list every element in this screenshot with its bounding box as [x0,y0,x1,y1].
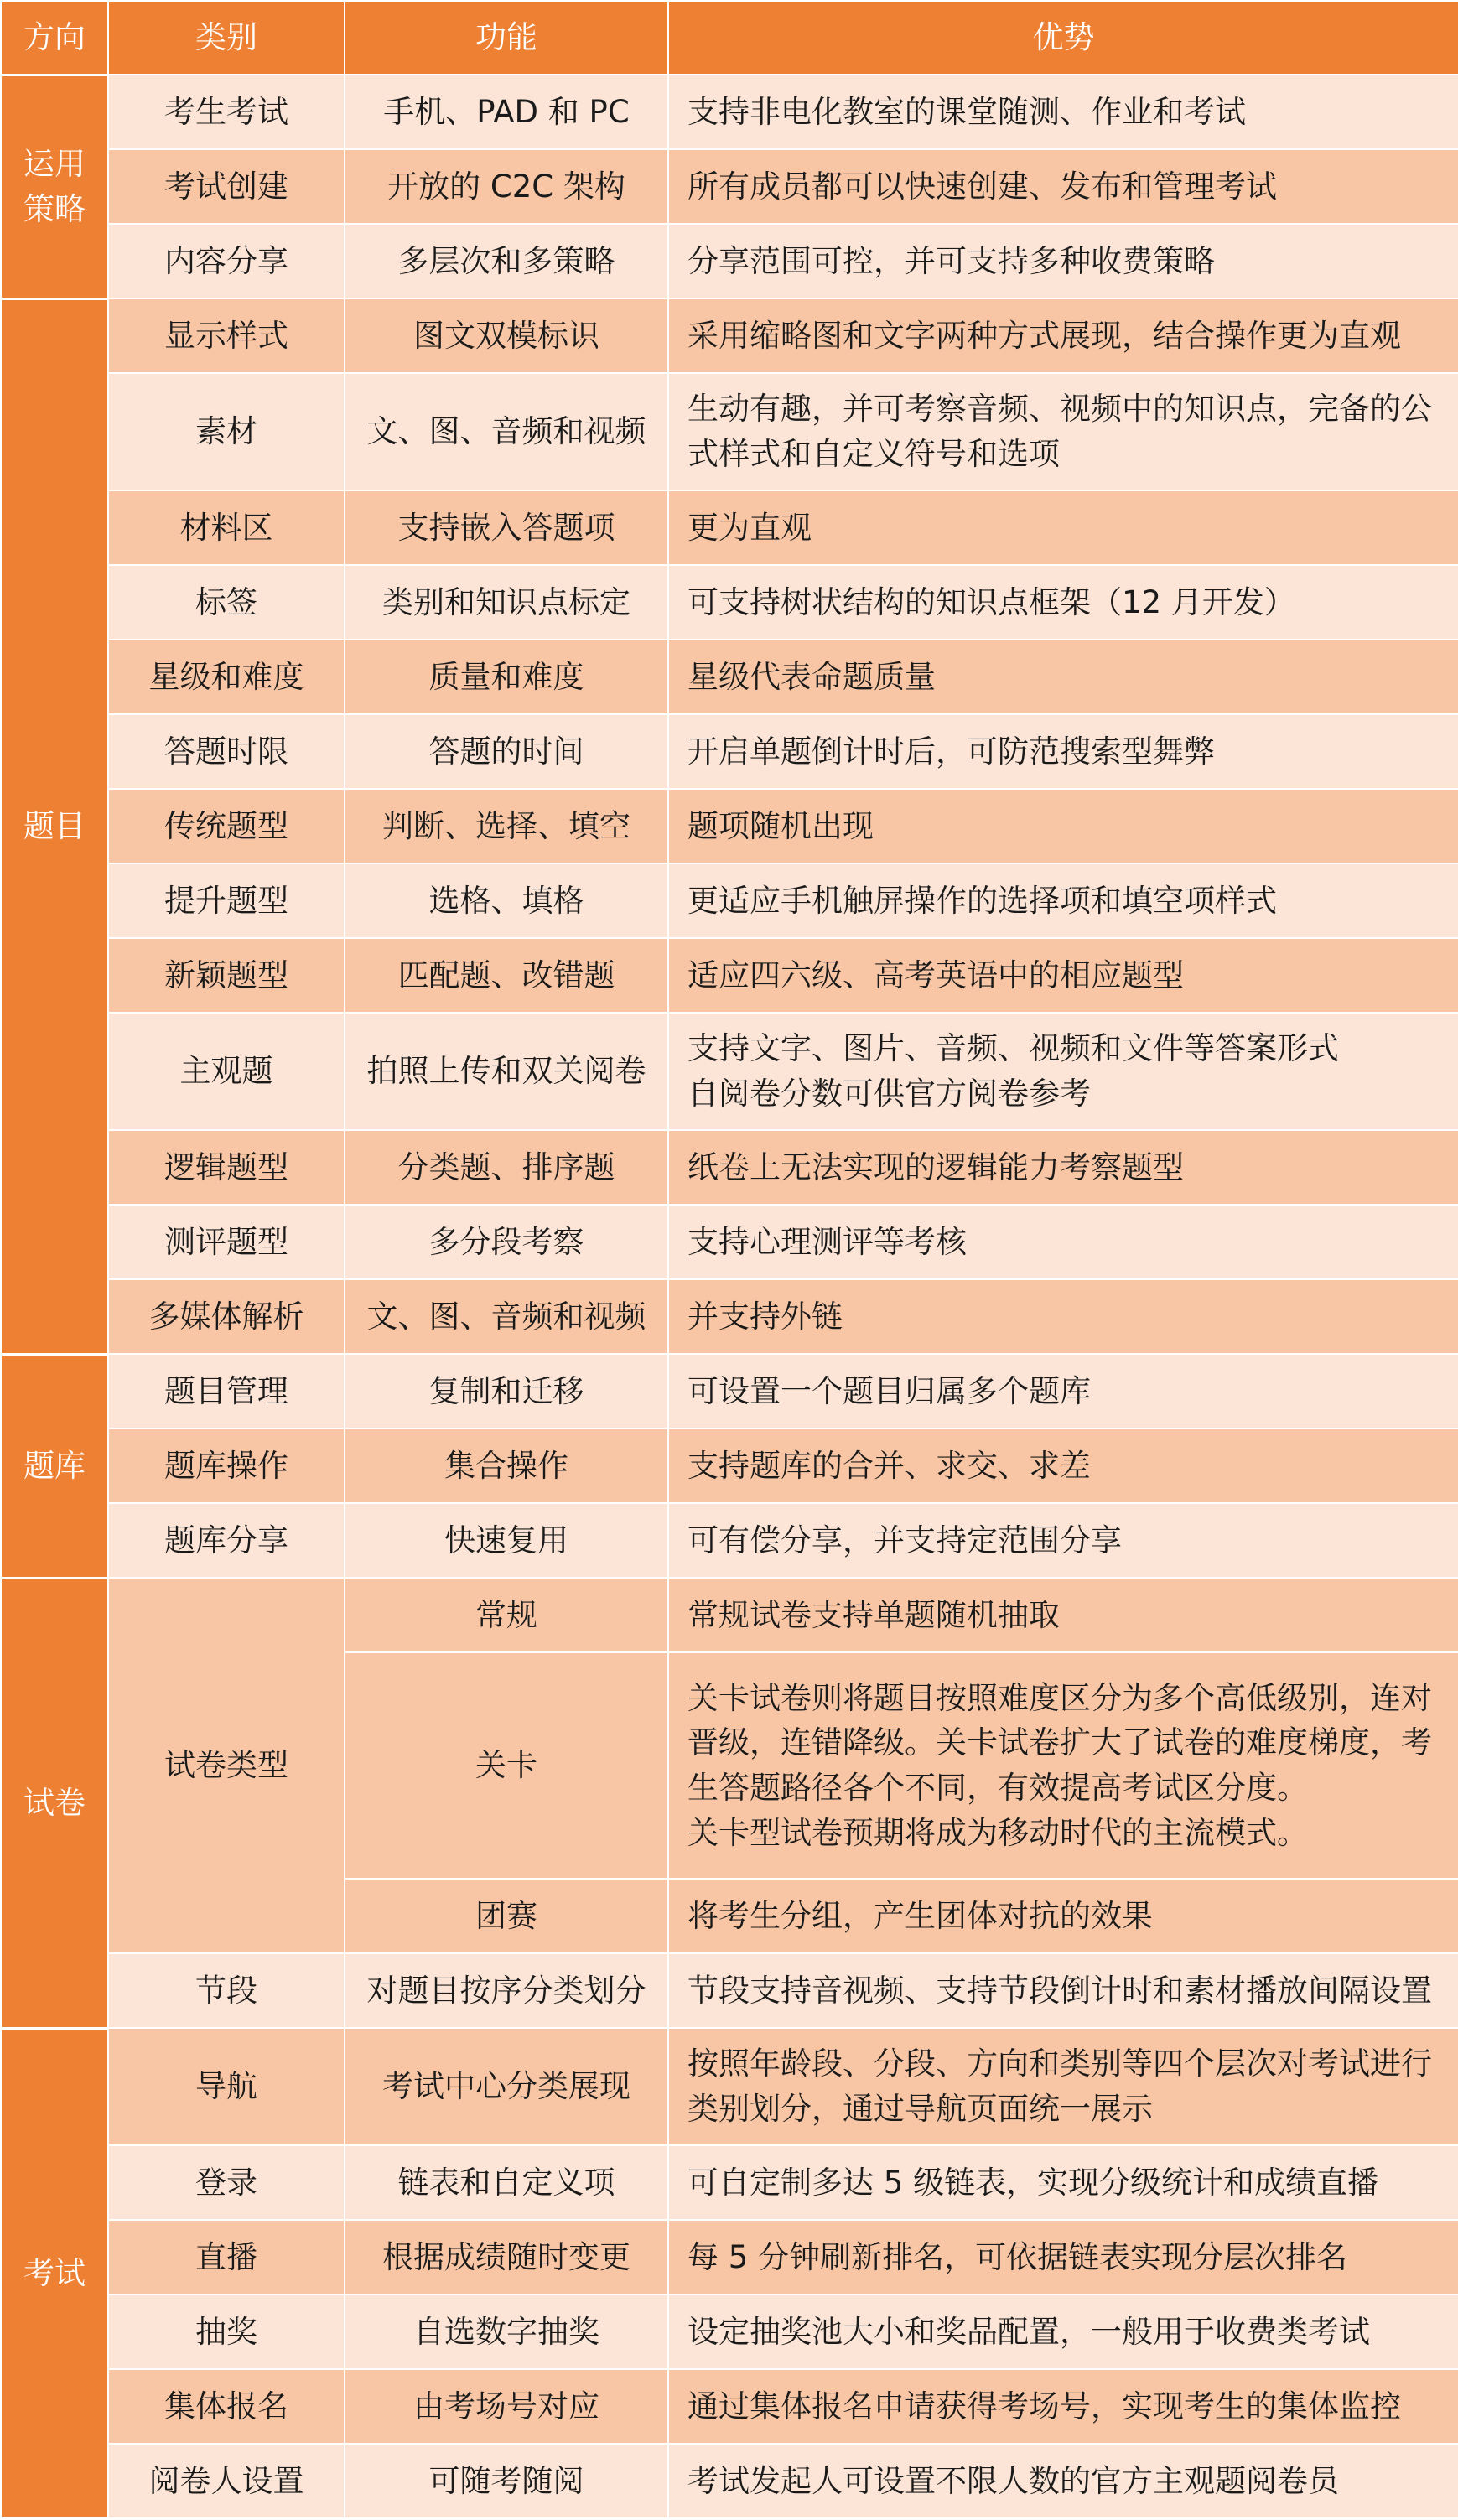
table-row [1,298,1458,373]
function-cell: 判断、选择、填空 [345,789,668,863]
table-row [1,2444,1458,2518]
advantage-cell: 开启单题倒计时后，可防范搜索型舞弊 [668,714,1458,789]
category-cell: 标签 [108,565,345,640]
table-row [1,789,1458,863]
table-row [1,938,1458,1013]
table-row [1,2369,1458,2444]
category-cell: 直播 [108,2220,345,2294]
table-row [1,2294,1458,2369]
advantage-cell: 所有成员都可以快速创建、发布和管理考试 [668,149,1458,224]
table-row [1,2220,1458,2294]
advantage-cell: 支持文字、图片、音频、视频和文件等答案形式 自阅卷分数可供官方阅卷参考 [668,1013,1458,1130]
function-cell: 文、图、音频和视频 [345,373,668,490]
function-cell: 选格、填格 [345,863,668,938]
advantage-cell: 可有偿分享，并支持定范围分享 [668,1503,1458,1578]
function-cell: 快速复用 [345,1503,668,1578]
advantage-cell: 支持心理测评等考核 [668,1205,1458,1279]
category-cell: 考试创建 [108,149,345,224]
function-cell: 文、图、音频和视频 [345,1279,668,1354]
category-cell: 星级和难度 [108,640,345,714]
advantage-cell: 节段支持音视频、支持节段倒计时和素材播放间隔设置 [668,1953,1458,2028]
category-cell: 题目管理 [108,1354,345,1429]
function-cell: 关卡 [345,1652,668,1879]
function-cell: 类别和知识点标定 [345,565,668,640]
advantage-cell: 分享范围可控，并可支持多种收费策略 [668,224,1458,298]
table-row [1,1503,1458,1578]
function-cell: 集合操作 [345,1429,668,1503]
function-cell: 团赛 [345,1879,668,1953]
table-row [1,490,1458,565]
advantage-cell: 纸卷上无法实现的逻辑能力考察题型 [668,1130,1458,1205]
table-row [1,1953,1458,2028]
category-cell: 登录 [108,2145,345,2220]
advantage-cell: 采用缩略图和文字两种方式展现，结合操作更为直观 [668,298,1458,373]
advantage-cell: 可设置一个题目归属多个题库 [668,1354,1458,1429]
category-cell: 材料区 [108,490,345,565]
table-row [1,1429,1458,1503]
table-row [1,1205,1458,1279]
category-cell: 题库分享 [108,1503,345,1578]
table-row [1,640,1458,714]
category-cell: 提升题型 [108,863,345,938]
advantage-cell: 通过集体报名申请获得考场号，实现考生的集体监控 [668,2369,1458,2444]
function-cell: 对题目按序分类划分 [345,1953,668,2028]
table-row [1,1578,1458,1652]
function-cell: 可随考随阅 [345,2444,668,2518]
category-cell: 素材 [108,373,345,490]
function-cell: 图文双模标识 [345,298,668,373]
advantage-cell: 星级代表命题质量 [668,640,1458,714]
function-cell: 复制和迁移 [345,1354,668,1429]
advantage-cell: 生动有趣，并可考察音频、视频中的知识点，完备的公式样式和自定义符号和选项 [668,373,1458,490]
advantage-cell: 按照年龄段、分段、方向和类别等四个层次对考试进行类别划分，通过导航页面统一展示 [668,2028,1458,2145]
category-cell: 考生考试 [108,75,345,149]
table-row [1,149,1458,224]
category-cell: 抽奖 [108,2294,345,2369]
category-cell: 主观题 [108,1013,345,1130]
advantage-cell: 可自定制多达 5 级链表，实现分级统计和成绩直播 [668,2145,1458,2220]
table-row [1,2145,1458,2220]
table-row [1,863,1458,938]
function-cell: 根据成绩随时变更 [345,2220,668,2294]
table-row [1,2028,1458,2145]
advantage-cell: 适应四六级、高考英语中的相应题型 [668,938,1458,1013]
advantage-cell: 将考生分组，产生团体对抗的效果 [668,1879,1458,1953]
function-cell: 开放的 C2C 架构 [345,149,668,224]
function-cell: 多层次和多策略 [345,224,668,298]
header-row [1,1,1458,75]
table-row [1,75,1458,149]
table-row [1,224,1458,298]
function-cell: 考试中心分类展现 [345,2028,668,2145]
direction-cell: 考试 [1,2028,108,2518]
table-row [1,714,1458,789]
direction-cell: 题目 [1,298,108,1354]
direction-cell: 题库 [1,1354,108,1578]
function-cell: 答题的时间 [345,714,668,789]
category-cell: 题库操作 [108,1429,345,1503]
advantage-cell: 并支持外链 [668,1279,1458,1354]
category-cell: 试卷类型 [108,1578,345,1953]
category-cell: 显示样式 [108,298,345,373]
category-cell: 阅卷人设置 [108,2444,345,2518]
function-cell: 多分段考察 [345,1205,668,1279]
category-cell: 集体报名 [108,2369,345,2444]
category-cell: 内容分享 [108,224,345,298]
category-cell: 传统题型 [108,789,345,863]
advantage-cell: 设定抽奖池大小和奖品配置，一般用于收费类考试 [668,2294,1458,2369]
advantage-cell: 支持题库的合并、求交、求差 [668,1429,1458,1503]
category-cell: 答题时限 [108,714,345,789]
category-cell: 多媒体解析 [108,1279,345,1354]
advantage-cell: 考试发起人可设置不限人数的官方主观题阅卷员 [668,2444,1458,2518]
advantage-cell: 支持非电化教室的课堂随测、作业和考试 [668,75,1458,149]
advantage-cell: 常规试卷支持单题随机抽取 [668,1578,1458,1652]
table-row [1,1279,1458,1354]
function-cell: 手机、PAD 和 PC [345,75,668,149]
function-cell: 质量和难度 [345,640,668,714]
category-cell: 节段 [108,1953,345,2028]
header-category: 类别 [108,1,345,75]
table-row [1,373,1458,490]
header-function: 功能 [345,1,668,75]
advantage-cell: 题项随机出现 [668,789,1458,863]
header-advantage: 优势 [668,1,1458,75]
table-row [1,565,1458,640]
function-cell: 拍照上传和双关阅卷 [345,1013,668,1130]
advantage-cell: 可支持树状结构的知识点框架（12 月开发） [668,565,1458,640]
table-row [1,1130,1458,1205]
table-row [1,1354,1458,1429]
function-cell: 匹配题、改错题 [345,938,668,1013]
direction-cell: 试卷 [1,1578,108,2028]
category-cell: 新颖题型 [108,938,345,1013]
function-cell: 由考场号对应 [345,2369,668,2444]
header-direction: 方向 [1,1,108,75]
function-cell: 分类题、排序题 [345,1130,668,1205]
function-cell: 支持嵌入答题项 [345,490,668,565]
function-cell: 自选数字抽奖 [345,2294,668,2369]
advantage-cell: 更为直观 [668,490,1458,565]
function-cell: 常规 [345,1578,668,1652]
advantage-cell: 关卡试卷则将题目按照难度区分为多个高低级别，连对晋级，连错降级。关卡试卷扩大了试卷的难度梯度，考生答题路径各个不同，有效提高考试区分度。 关卡型试卷预期将成为移动时代的主流模式。 [668,1652,1458,1879]
direction-cell: 运用 策略 [1,75,108,298]
category-cell: 导航 [108,2028,345,2145]
category-cell: 逻辑题型 [108,1130,345,1205]
advantage-cell: 更适应手机触屏操作的选择项和填空项样式 [668,863,1458,938]
function-cell: 链表和自定义项 [345,2145,668,2220]
category-cell: 测评题型 [108,1205,345,1279]
table-row [1,1013,1458,1130]
advantage-cell: 每 5 分钟刷新排名，可依据链表实现分层次排名 [668,2220,1458,2294]
